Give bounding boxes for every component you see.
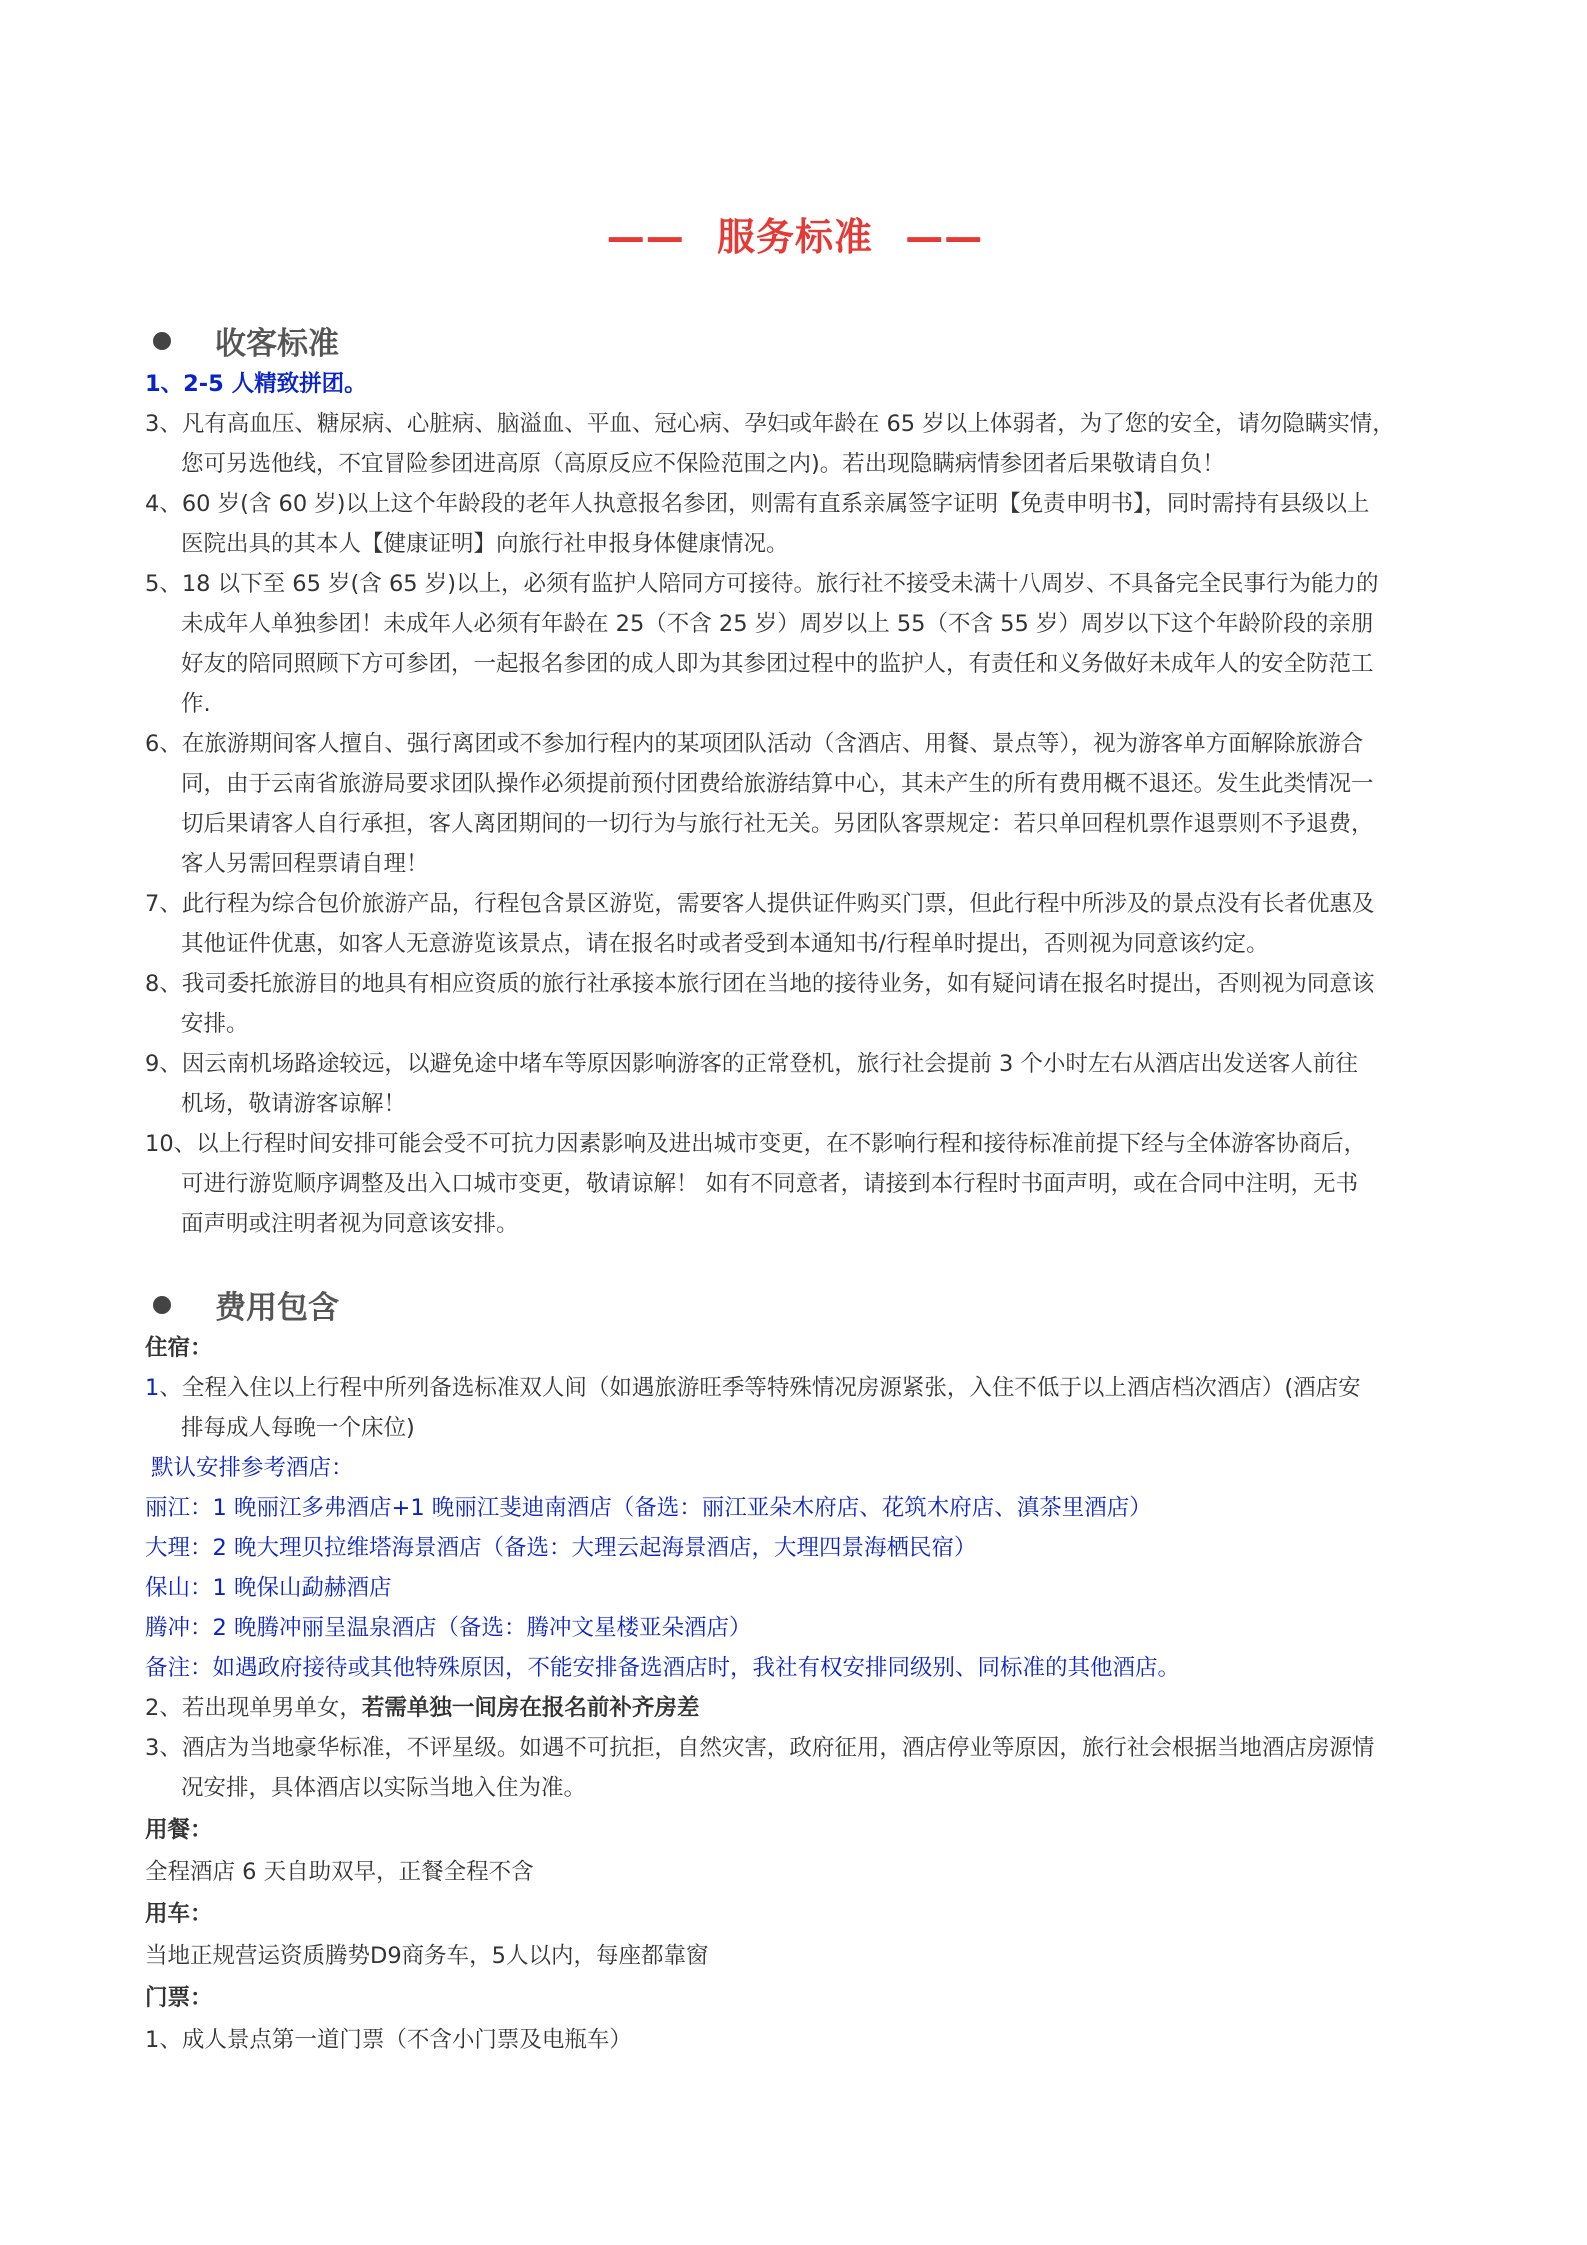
hotel-item: 大理：2 晚大理贝拉维塔海景酒店（备选：大理云起海景酒店，大理四景海栖民宿） <box>145 1535 977 1561</box>
intake-line: 客人另需回程票请自理！ <box>181 851 429 877</box>
hotel-item: 腾冲：2 晚腾冲丽呈温泉酒店（备选：腾冲文星楼亚朵酒店） <box>145 1615 752 1641</box>
hotel-item: 丽江：1 晚丽江多弗酒店+1 晚丽江斐迪南酒店（备选：丽江亚朵木府店、花筑木府店、滇茶里酒店） <box>145 1495 1152 1521</box>
hotel-item: 保山：1 晚保山勐赫酒店 <box>145 1575 392 1601</box>
intake-line: 安排。 <box>181 1011 249 1037</box>
section-heading-included <box>145 1282 339 1327</box>
intake-line: 面声明或注明者视为同意该安排。 <box>181 1211 519 1237</box>
intake-line: 10、以上行程时间安排可能会受不可抗力因素影响及进出城市变更，在不影响行程和接待标准前提下经与全体游客协商后， <box>145 1131 1367 1157</box>
hotel-standard-line: 3、酒店为当地豪华标准，不评星级。如遇不可抗拒，自然灾害，政府征用，酒店停业等原因，旅行社会根据当地酒店房源情 <box>145 1735 1375 1761</box>
hotel-standard-line: 况安排，具体酒店以实际当地入住为准。 <box>181 1775 587 1801</box>
title-dash-right: —— <box>905 215 984 259</box>
intake-line: 好友的陪同照顾下方可参团，一起报名参团的成人即为其参团过程中的监护人，有责任和义务做好未成年人的安全防范工 <box>181 651 1374 677</box>
intake-line: 同，由于云南省旅游局要求团队操作必须提前预付团费给旅游结算中心，其未产生的所有费用概不退还。发生此类情况一 <box>181 771 1374 797</box>
section-heading-intake <box>145 318 339 363</box>
lodging-line: 1、全程入住以上行程中所列备选标准双人间（如遇旅游旺季等特殊情况房源紧张，入住不低于以上酒店档次酒店）(酒店安 <box>145 1375 1361 1401</box>
intake-line: 4、60 岁(含 60 岁)以上这个年龄段的老年人执意报名参团，则需有直系亲属签字证明【免责申明书】，同时需持有县级以上 <box>145 491 1370 517</box>
car-text: 当地正规营运资质腾势D9商务车，5人以内，每座都靠窗 <box>145 1943 709 1969</box>
meal-text: 全程酒店 6 天自助双早，正餐全程不含 <box>145 1859 534 1885</box>
single-room-prefix: 2、若出现单男单女， <box>145 1695 362 1721</box>
ticket-text: 1、成人景点第一道门票（不含小门票及电瓶车） <box>145 2027 632 2053</box>
intake-line: 9、因云南机场路途较远，以避免途中堵车等原因影响游客的正常登机，旅行社会提前 3 个小时左右从酒店出发送客人前往 <box>145 1051 1358 1077</box>
intake-line: 7、此行程为综合包价旅游产品，行程包含景区游览，需要客人提供证件购买门票，但此行程中所涉及的景点没有长者优惠及 <box>145 891 1375 917</box>
lodging-label: 住宿： <box>145 1335 213 1361</box>
intake-line: 可进行游览顺序调整及出入口城市变更，敬请谅解！ 如有不同意者，请接到本行程时书面声明，或在合同中注明，无书 <box>181 1171 1359 1197</box>
single-room-bold: 若需单独一间房在报名前补齐房差 <box>361 1695 700 1721</box>
intake-line: 6、在旅游期间客人擅自、强行离团或不参加行程内的某项团队活动（含酒店、用餐、景点等），视为游客单方面解除旅游合 <box>145 731 1364 757</box>
meal-label: 用餐： <box>145 1817 213 1843</box>
intake-line: 5、18 以下至 65 岁(含 65 岁)以上，必须有监护人陪同方可接待。旅行社不接受未满十八周岁、不具备完全民事行为能力的 <box>145 571 1379 597</box>
intake-line: 您可另选他线，不宜冒险参团进高原（高原反应不保险范围之内)。若出现隐瞒病情参团者后果敬请自负！ <box>181 451 1225 477</box>
car-label: 用车： <box>145 1901 213 1927</box>
hotel-note: 备注：如遇政府接待或其他特殊原因，不能安排备选酒店时，我社有权安排同级别、同标准的其他酒店。 <box>145 1655 1181 1681</box>
section-heading-text: 收客标准 <box>215 326 339 362</box>
hotel-ref-label: 默认安排参考酒店： <box>151 1455 354 1481</box>
intake-line: 医院出具的其本人【健康证明】向旅行社申报身体健康情况。 <box>181 531 789 557</box>
title-dash-left: —— <box>606 215 685 259</box>
ticket-label: 门票： <box>145 1985 213 2011</box>
bullet-icon <box>153 1296 171 1314</box>
intake-line: 8、我司委托旅游目的地具有相应资质的旅行社承接本旅行团在当地的接待业务，如有疑问请在报名时提出，否则视为同意该 <box>145 971 1375 997</box>
intake-line: 其他证件优惠，如客人无意游览该景点，请在报名时或者受到本通知书/行程单时提出，否则视为同意该约定。 <box>181 931 1269 957</box>
lodging-line: 排每成人每晚一个床位) <box>181 1415 415 1441</box>
intake-line: 3、凡有高血压、糖尿病、心脏病、脑溢血、平血、冠心病、孕妇或年龄在 65 岁以上体弱者，为了您的安全，请勿隐瞒实情， <box>145 411 1395 437</box>
intake-line: 作. <box>181 691 211 717</box>
intake-line: 切后果请客人自行承担，客人离团期间的一切行为与旅行社无关。另团队客票规定：若只单回程机票作退票则不予退费， <box>181 811 1374 837</box>
single-room-line <box>145 1688 1465 1728</box>
section-heading-text: 费用包含 <box>215 1290 339 1326</box>
page-title <box>145 206 1445 261</box>
intake-line: 1、2-5 人精致拼团。 <box>145 371 367 397</box>
title-text: 服务标准 <box>716 215 873 259</box>
intake-line: 未成年人单独参团！未成年人必须有年龄在 25（不含 25 岁）周岁以上 55（不含 55 岁）周岁以下这个年龄阶段的亲朋 <box>181 611 1374 637</box>
bullet-icon <box>153 332 171 350</box>
intake-line: 机场，敬请游客谅解！ <box>181 1091 407 1117</box>
